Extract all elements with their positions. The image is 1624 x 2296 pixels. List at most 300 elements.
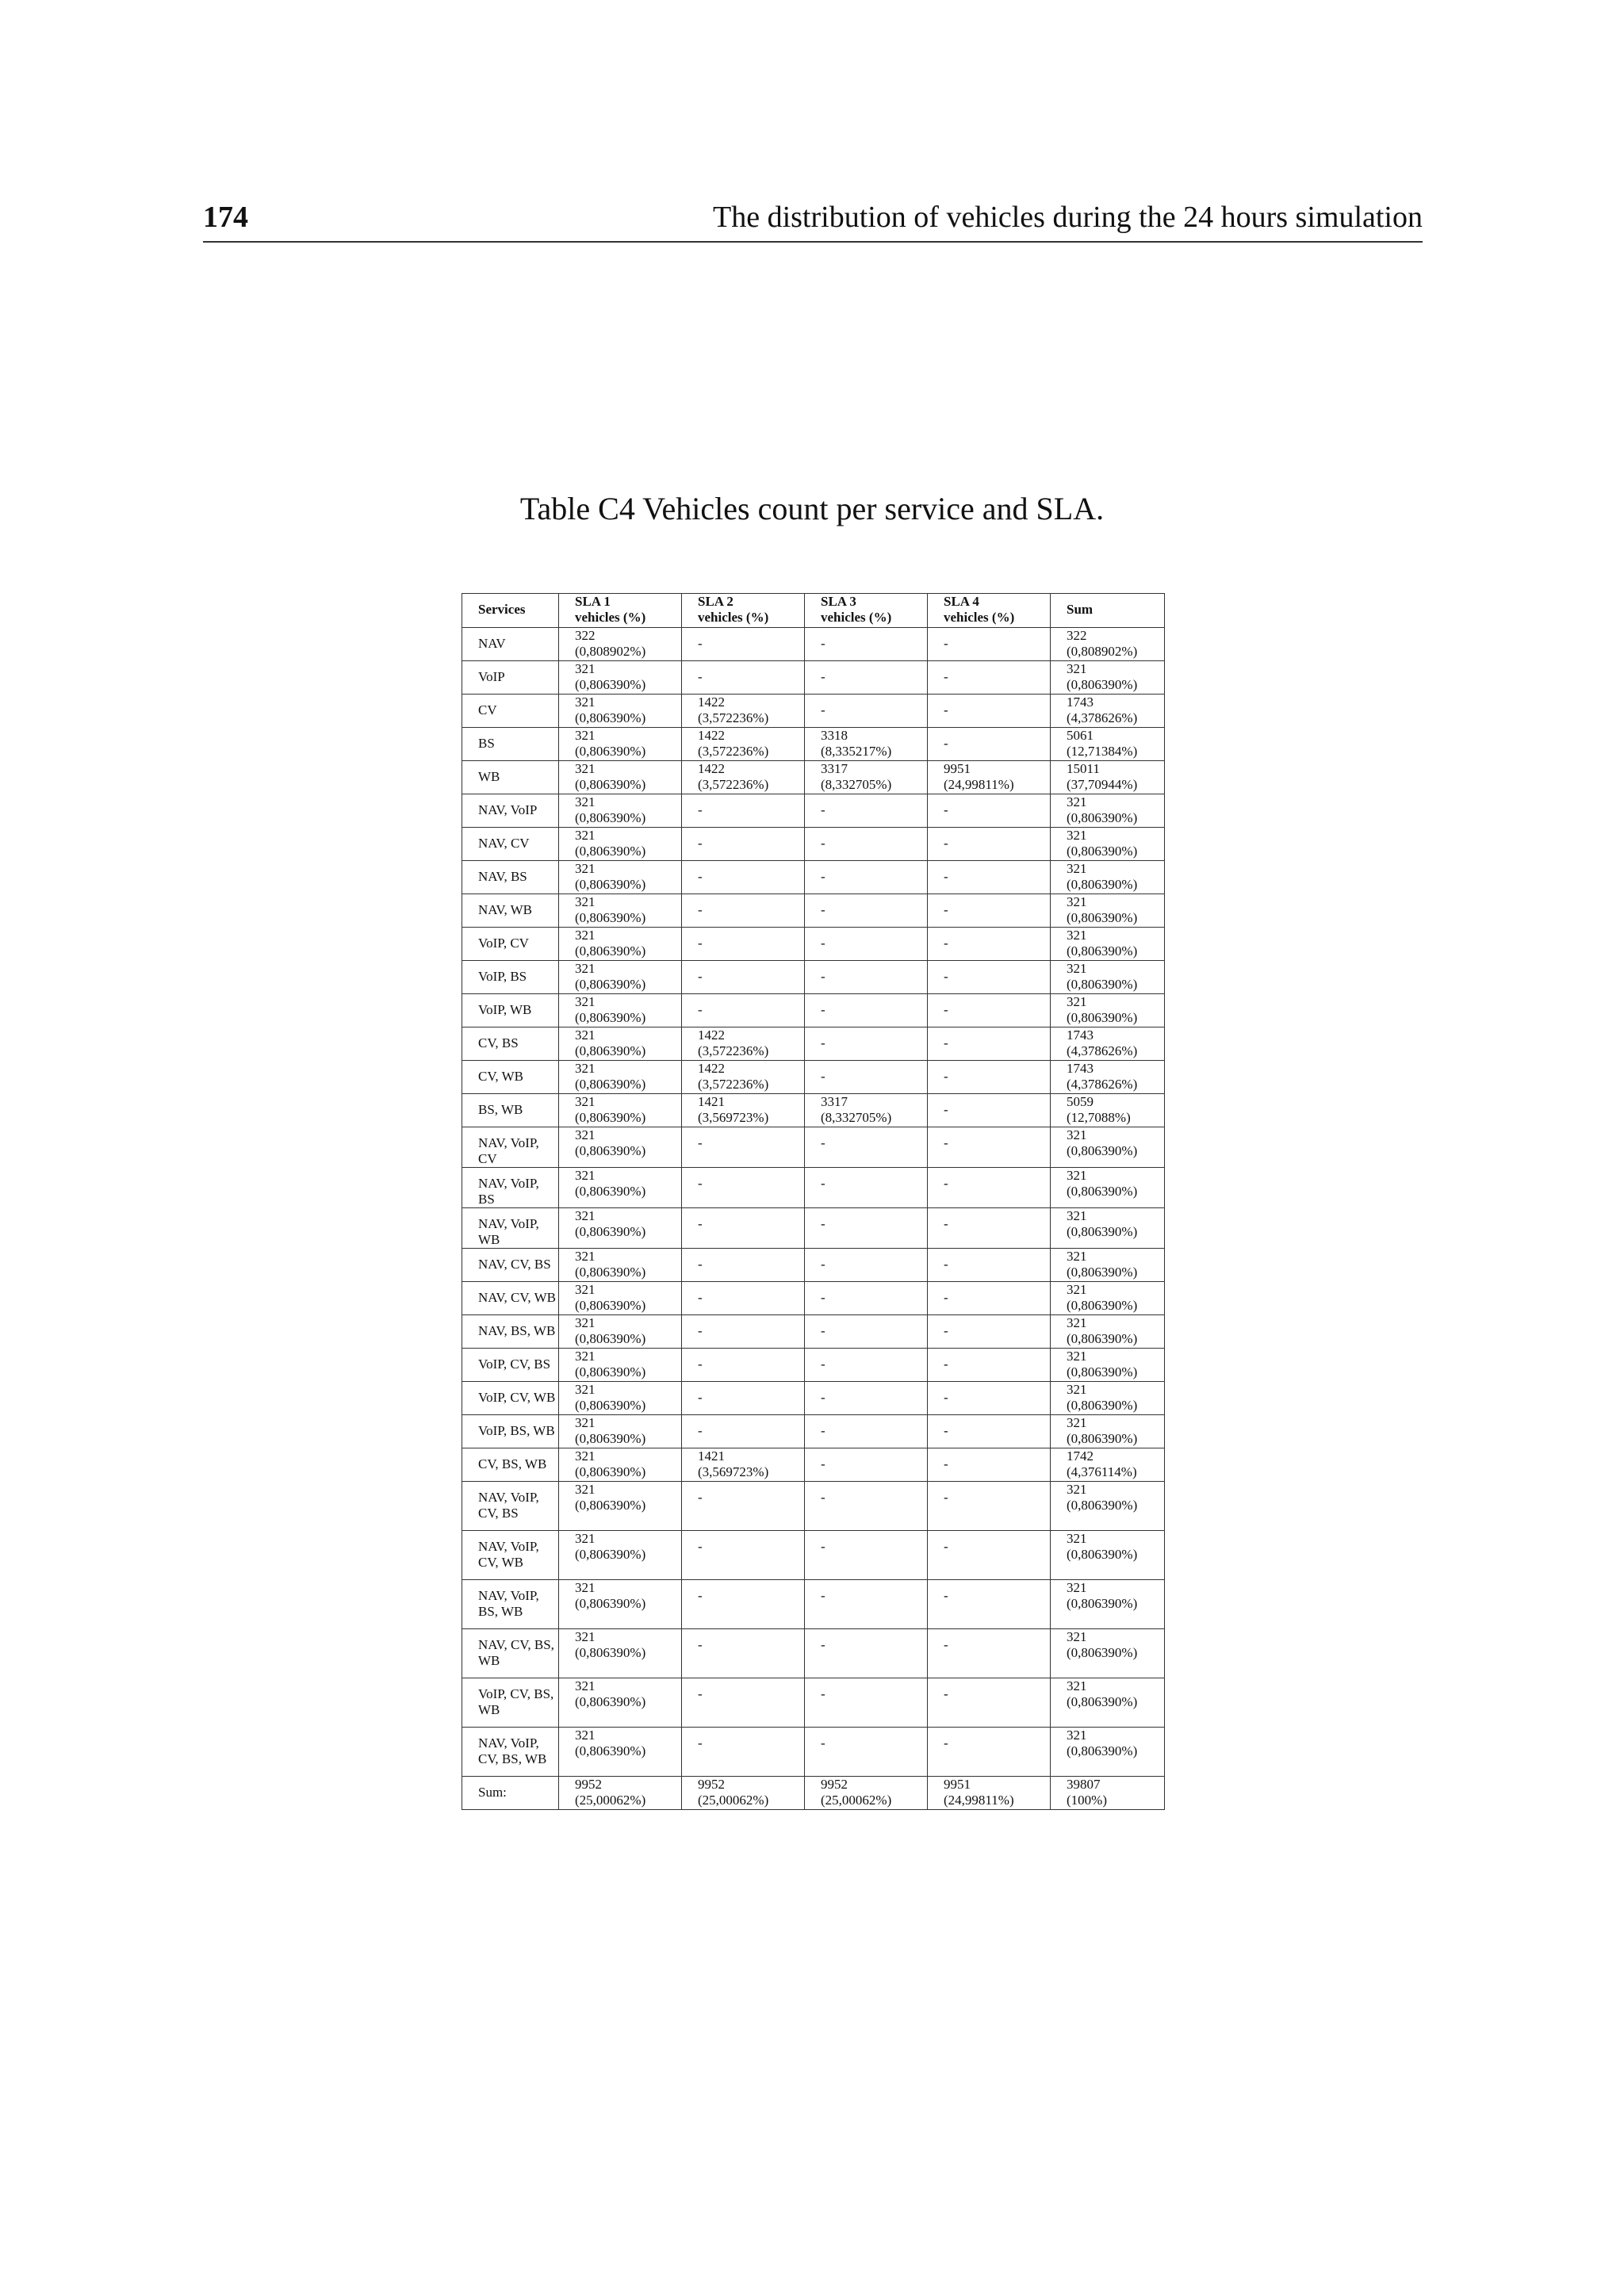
cell-count: - [821,1390,825,1405]
sla3-cell [805,1678,928,1728]
sla3-cell [805,1315,928,1349]
cell-percent: (0,806390%) [1067,943,1138,959]
sla4-cell [928,1415,1051,1448]
cell-percent: (0,806390%) [575,1464,646,1479]
cell-count: - [944,1637,948,1652]
service-label: NAV, BS [478,869,527,884]
cell-count: - [944,1456,948,1471]
cell-percent: (0,806390%) [1067,1743,1138,1758]
cell-count: - [698,1357,703,1372]
service-cell [462,794,559,828]
cell-count: 321 [575,1678,596,1693]
service-label: NAV, CV, BS, WB [478,1637,554,1668]
header-services [462,594,559,628]
cell-percent: (0,806390%) [575,777,646,792]
cell-percent: (3,572236%) [698,710,769,725]
cell-count: 321 [1067,1728,1087,1743]
cell-percent: (0,806390%) [575,1645,646,1660]
cell-percent: (3,572236%) [698,777,769,792]
cell-count: - [821,936,825,951]
cell-percent: (0,808902%) [575,644,646,659]
cell-count: 321 [575,1061,596,1076]
service-label: NAV, VoIP [478,802,538,817]
cell-count: - [821,1290,825,1305]
sla2-cell [682,1678,805,1728]
cell-percent: (0,806390%) [575,943,646,959]
sum-cell [1051,1061,1165,1094]
cell-count: 5059 [1067,1094,1094,1109]
table-row [462,994,1165,1027]
sla1-cell [559,1208,682,1249]
sla1-cell [559,695,682,728]
service-cell [462,994,559,1027]
sla3-cell [805,1061,928,1094]
cell-count: 321 [1067,1580,1087,1595]
cell-count: 321 [575,1415,596,1430]
cell-count: - [698,1390,703,1405]
cell-count: 321 [575,1448,596,1464]
cell-count: - [944,869,948,884]
cell-count: - [821,902,825,917]
sla3-cell [805,1249,928,1282]
sla1-cell [559,1448,682,1482]
service-cell [462,1531,559,1580]
sla1-cell [559,1531,682,1580]
sum-cell [1051,728,1165,761]
sla4-cell [928,1094,1051,1127]
table-row [462,628,1165,661]
cell-count: - [944,1216,948,1231]
cell-count: - [944,1357,948,1372]
cell-percent: (4,378626%) [1067,710,1138,725]
header-sublabel: vehicles (%) [575,610,646,625]
cell-percent: (8,335217%) [821,744,892,759]
cell-count: - [698,1637,703,1652]
cell-count: 1421 [698,1448,725,1464]
cell-percent: (0,806390%) [575,1431,646,1446]
service-label: VoIP, CV, BS [478,1357,551,1372]
service-cell [462,1061,559,1094]
service-cell [462,1349,559,1382]
cell-count: 1743 [1067,695,1094,710]
cell-percent: (0,806390%) [1067,1364,1138,1380]
sla4-cell [928,1580,1051,1629]
cell-count: - [698,969,703,984]
sla4-cell [928,695,1051,728]
cell-percent: (4,378626%) [1067,1043,1138,1058]
cell-count: - [821,969,825,984]
service-cell [462,1382,559,1415]
sum-cell [1051,1531,1165,1580]
sla4-cell [928,1027,1051,1061]
cell-percent: (3,572236%) [698,1043,769,1058]
sla1-cell [559,728,682,761]
sla3-cell [805,1629,928,1678]
sla1-cell [559,994,682,1027]
cell-count: - [698,902,703,917]
sla2-cell [682,1208,805,1249]
service-cell [462,1315,559,1349]
sla2-cell [682,1580,805,1629]
cell-count: 321 [575,861,596,876]
cell-percent: (25,00062%) [575,1793,646,1808]
service-label: NAV, BS, WB [478,1323,556,1338]
cell-count: 9952 [698,1777,725,1792]
cell-count: 9951 [944,1777,971,1792]
sla3-cell [805,661,928,695]
cell-count: 321 [575,1249,596,1264]
cell-count: - [821,636,825,651]
cell-count: 1422 [698,728,725,743]
cell-count: - [821,1035,825,1050]
cell-count: - [821,1257,825,1272]
cell-count: 321 [575,1208,596,1223]
table-row [462,728,1165,761]
header-label: SLA 1 [575,594,611,609]
sla3-cell [805,1728,928,1777]
table-caption: Table C4 Vehicles count per service and SLA. [519,491,1105,526]
header-sla4 [928,594,1051,628]
table-row [462,661,1165,695]
sla2-cell [682,1728,805,1777]
sla3-cell [805,695,928,728]
cell-count: 321 [575,828,596,843]
service-cell [462,1027,559,1061]
table-row [462,1580,1165,1629]
sla3-cell [805,828,928,861]
sla1-cell [559,861,682,894]
cell-percent: (0,806390%) [1067,1398,1138,1413]
sla3-cell [805,728,928,761]
service-label: BS, WB [478,1102,523,1117]
cell-percent: (0,806390%) [575,877,646,892]
cell-count: - [944,1686,948,1701]
sum-cell [1051,861,1165,894]
sla3-cell [805,628,928,661]
service-cell [462,728,559,761]
cell-count: - [698,1135,703,1150]
sla4-cell [928,1678,1051,1728]
cell-count: - [821,869,825,884]
table-row [462,1678,1165,1728]
cell-count: - [821,1002,825,1017]
service-label: VoIP, CV [478,936,529,951]
sla2-cell [682,1127,805,1168]
cell-count: - [944,1588,948,1603]
cell-count: 321 [575,1168,596,1183]
sla3-cell [805,961,928,994]
sum-cell [1051,1482,1165,1531]
sla2-cell [682,728,805,761]
sla1-cell [559,894,682,928]
cell-count: 321 [575,728,596,743]
service-label: VoIP, BS, WB [478,1423,555,1438]
sum-cell [1051,1127,1165,1168]
cell-percent: (24,99811%) [944,777,1014,792]
cell-percent: (0,806390%) [1067,910,1138,925]
service-cell [462,661,559,695]
cell-count: - [944,702,948,718]
cell-percent: (0,806390%) [575,1547,646,1562]
sla1-cell [559,828,682,861]
cell-count: 321 [1067,828,1087,843]
sla2-cell [682,894,805,928]
cell-percent: (12,7088%) [1067,1110,1131,1125]
cell-count: 1422 [698,1027,725,1043]
cell-count: 321 [1067,1678,1087,1693]
cell-count: 321 [1067,661,1087,676]
cell-count: - [698,1323,703,1338]
sum-cell [1051,628,1165,661]
cell-count: 321 [1067,1208,1087,1223]
service-cell [462,695,559,728]
sum-cell [1051,994,1165,1027]
table-body [462,628,1165,1810]
sla1-cell [559,1678,682,1728]
table-row [462,1382,1165,1415]
cell-percent: (0,806390%) [1067,1143,1138,1158]
sla4-cell [928,728,1051,761]
sla2-cell [682,828,805,861]
sla2-cell [682,761,805,794]
sum-cell [1051,761,1165,794]
sla3-cell [805,1415,928,1448]
cell-percent: (0,806390%) [575,1043,646,1058]
cell-count: - [698,1423,703,1438]
sla1-cell [559,928,682,961]
sla2-cell [682,1482,805,1531]
sla3-cell [805,1168,928,1208]
sla4-cell [928,1249,1051,1282]
cell-count: - [698,1176,703,1191]
cell-count: 321 [575,961,596,976]
cell-count: - [698,1002,703,1017]
cell-count: - [944,736,948,751]
cell-count: 1422 [698,695,725,710]
service-label: NAV, VoIP, CV, BS, WB [478,1735,547,1766]
table-row [462,1127,1165,1168]
cell-count: - [698,669,703,684]
cell-percent: (0,806390%) [1067,1010,1138,1025]
cell-count: - [821,1637,825,1652]
service-label: VoIP, BS [478,969,527,984]
sum-cell [1051,961,1165,994]
sla2-cell [682,994,805,1027]
cell-percent: (25,00062%) [698,1793,769,1808]
header-label: SLA 3 [821,594,856,609]
cell-percent: (0,806390%) [575,844,646,859]
sum-cell [1051,1629,1165,1678]
sum-cell [1051,1282,1165,1315]
sla3-cell [805,1382,928,1415]
sla4-cell [928,1728,1051,1777]
cell-count: - [944,1390,948,1405]
table-row [462,928,1165,961]
cell-count: 321 [575,761,596,776]
cell-percent: (0,806390%) [575,1010,646,1025]
sla3-cell [805,1531,928,1580]
sla2-cell [682,1448,805,1482]
cell-percent: (0,806390%) [1067,1298,1138,1313]
sla3-cell [805,861,928,894]
sla3-cell [805,1282,928,1315]
table-row [462,1168,1165,1208]
cell-count: - [944,1135,948,1150]
sla2-cell [682,794,805,828]
cell-count: 1422 [698,1061,725,1076]
cell-percent: (0,806390%) [1067,877,1138,892]
cell-count: - [821,1216,825,1231]
cell-count: 3318 [821,728,848,743]
cell-percent: (0,806390%) [575,1498,646,1513]
cell-percent: (0,806390%) [575,744,646,759]
service-label: NAV, VoIP, CV, WB [478,1539,539,1570]
sla3-cell [805,1349,928,1382]
cell-count: - [821,1423,825,1438]
cell-count: 321 [575,928,596,943]
cell-count: 321 [575,695,596,710]
sla1-cell [559,1728,682,1777]
cell-percent: (0,806390%) [1067,1645,1138,1660]
cell-percent: (0,806390%) [1067,1331,1138,1346]
header-sum [1051,594,1165,628]
cell-count: 321 [1067,794,1087,809]
service-cell [462,761,559,794]
sla1-cell [559,1127,682,1168]
sla2-cell [682,1531,805,1580]
service-label: NAV, CV [478,836,530,851]
service-label: NAV, VoIP, BS, WB [478,1588,539,1619]
cell-count: - [698,1290,703,1305]
cell-percent: (0,808902%) [1067,644,1138,659]
sum-cell [1051,1448,1165,1482]
service-cell [462,928,559,961]
cell-percent: (0,806390%) [575,1596,646,1611]
cell-percent: (0,806390%) [575,677,646,692]
sla3-cell [805,794,928,828]
cell-count: - [944,1323,948,1338]
cell-percent: (25,00062%) [821,1793,892,1808]
sum-cell [1051,894,1165,928]
cell-percent: (3,569723%) [698,1464,769,1479]
cell-count: - [944,1490,948,1505]
sla4-cell [928,894,1051,928]
cell-percent: (0,806390%) [575,1694,646,1709]
cell-count: 321 [1067,928,1087,943]
service-label: NAV, CV, WB [478,1290,556,1305]
header-sla3 [805,594,928,628]
cell-count: - [698,802,703,817]
cell-count: 321 [1067,1127,1087,1142]
sla1-cell [559,1094,682,1127]
cell-percent: (0,806390%) [1067,1547,1138,1562]
cell-count: 1421 [698,1094,725,1109]
cell-count: - [821,1357,825,1372]
table-row [462,961,1165,994]
cell-count: 321 [575,1728,596,1743]
service-label: VoIP [478,669,505,684]
cell-count: 1743 [1067,1061,1094,1076]
sla3-cell [805,1127,928,1168]
table-row [462,1531,1165,1580]
sla1-cell [559,761,682,794]
service-cell [462,828,559,861]
sla4-cell [928,794,1051,828]
cell-count: - [698,1257,703,1272]
cell-count: - [944,1539,948,1554]
running-head [203,195,1423,243]
table-row [462,761,1165,794]
service-label: Sum: [478,1785,507,1800]
cell-count: - [821,702,825,718]
service-cell [462,961,559,994]
service-cell [462,1415,559,1448]
cell-count: 5061 [1067,728,1094,743]
cell-count: 321 [575,1482,596,1497]
sla1-cell [559,1777,682,1810]
service-cell [462,1629,559,1678]
sla4-cell [928,1208,1051,1249]
sla1-cell [559,1061,682,1094]
cell-count: 9952 [575,1777,602,1792]
vehicles-table [462,593,1165,1810]
service-label: CV, BS, WB [478,1456,547,1471]
cell-percent: (0,806390%) [575,1398,646,1413]
sla1-cell [559,1282,682,1315]
cell-count: 322 [1067,628,1087,643]
cell-count: - [698,1216,703,1231]
sla1-cell [559,1027,682,1061]
sla2-cell [682,1382,805,1415]
table-row [462,1094,1165,1127]
cell-count: 3317 [821,761,848,776]
cell-percent: (0,806390%) [575,1224,646,1239]
sum-cell [1051,1777,1165,1810]
service-cell [462,1127,559,1168]
table-row [462,1629,1165,1678]
sum-cell [1051,1349,1165,1382]
sla2-cell [682,695,805,728]
sla2-cell [682,1315,805,1349]
table-row [462,1415,1165,1448]
sla2-cell [682,628,805,661]
cell-count: 321 [575,1315,596,1330]
cell-percent: (0,806390%) [575,1743,646,1758]
cell-count: 321 [575,1629,596,1644]
service-label: NAV, VoIP, WB [478,1216,539,1247]
service-cell [462,1094,559,1127]
running-head-title: The distribution of vehicles during the 24 hours simulation [713,201,1423,234]
sla4-cell [928,828,1051,861]
cell-percent: (3,572236%) [698,744,769,759]
cell-count: 1743 [1067,1027,1094,1043]
cell-count: 15011 [1067,761,1100,776]
cell-count: - [698,1588,703,1603]
sla4-cell [928,861,1051,894]
cell-percent: (8,332705%) [821,777,892,792]
sla2-cell [682,861,805,894]
table-row [462,1208,1165,1249]
service-label: BS [478,736,495,751]
sum-cell [1051,1315,1165,1349]
cell-count: 321 [575,794,596,809]
cell-percent: (0,806390%) [575,1077,646,1092]
cell-percent: (37,70944%) [1067,777,1138,792]
cell-count: - [821,1069,825,1084]
service-cell [462,1580,559,1629]
sla2-cell [682,1027,805,1061]
sla3-cell [805,1448,928,1482]
